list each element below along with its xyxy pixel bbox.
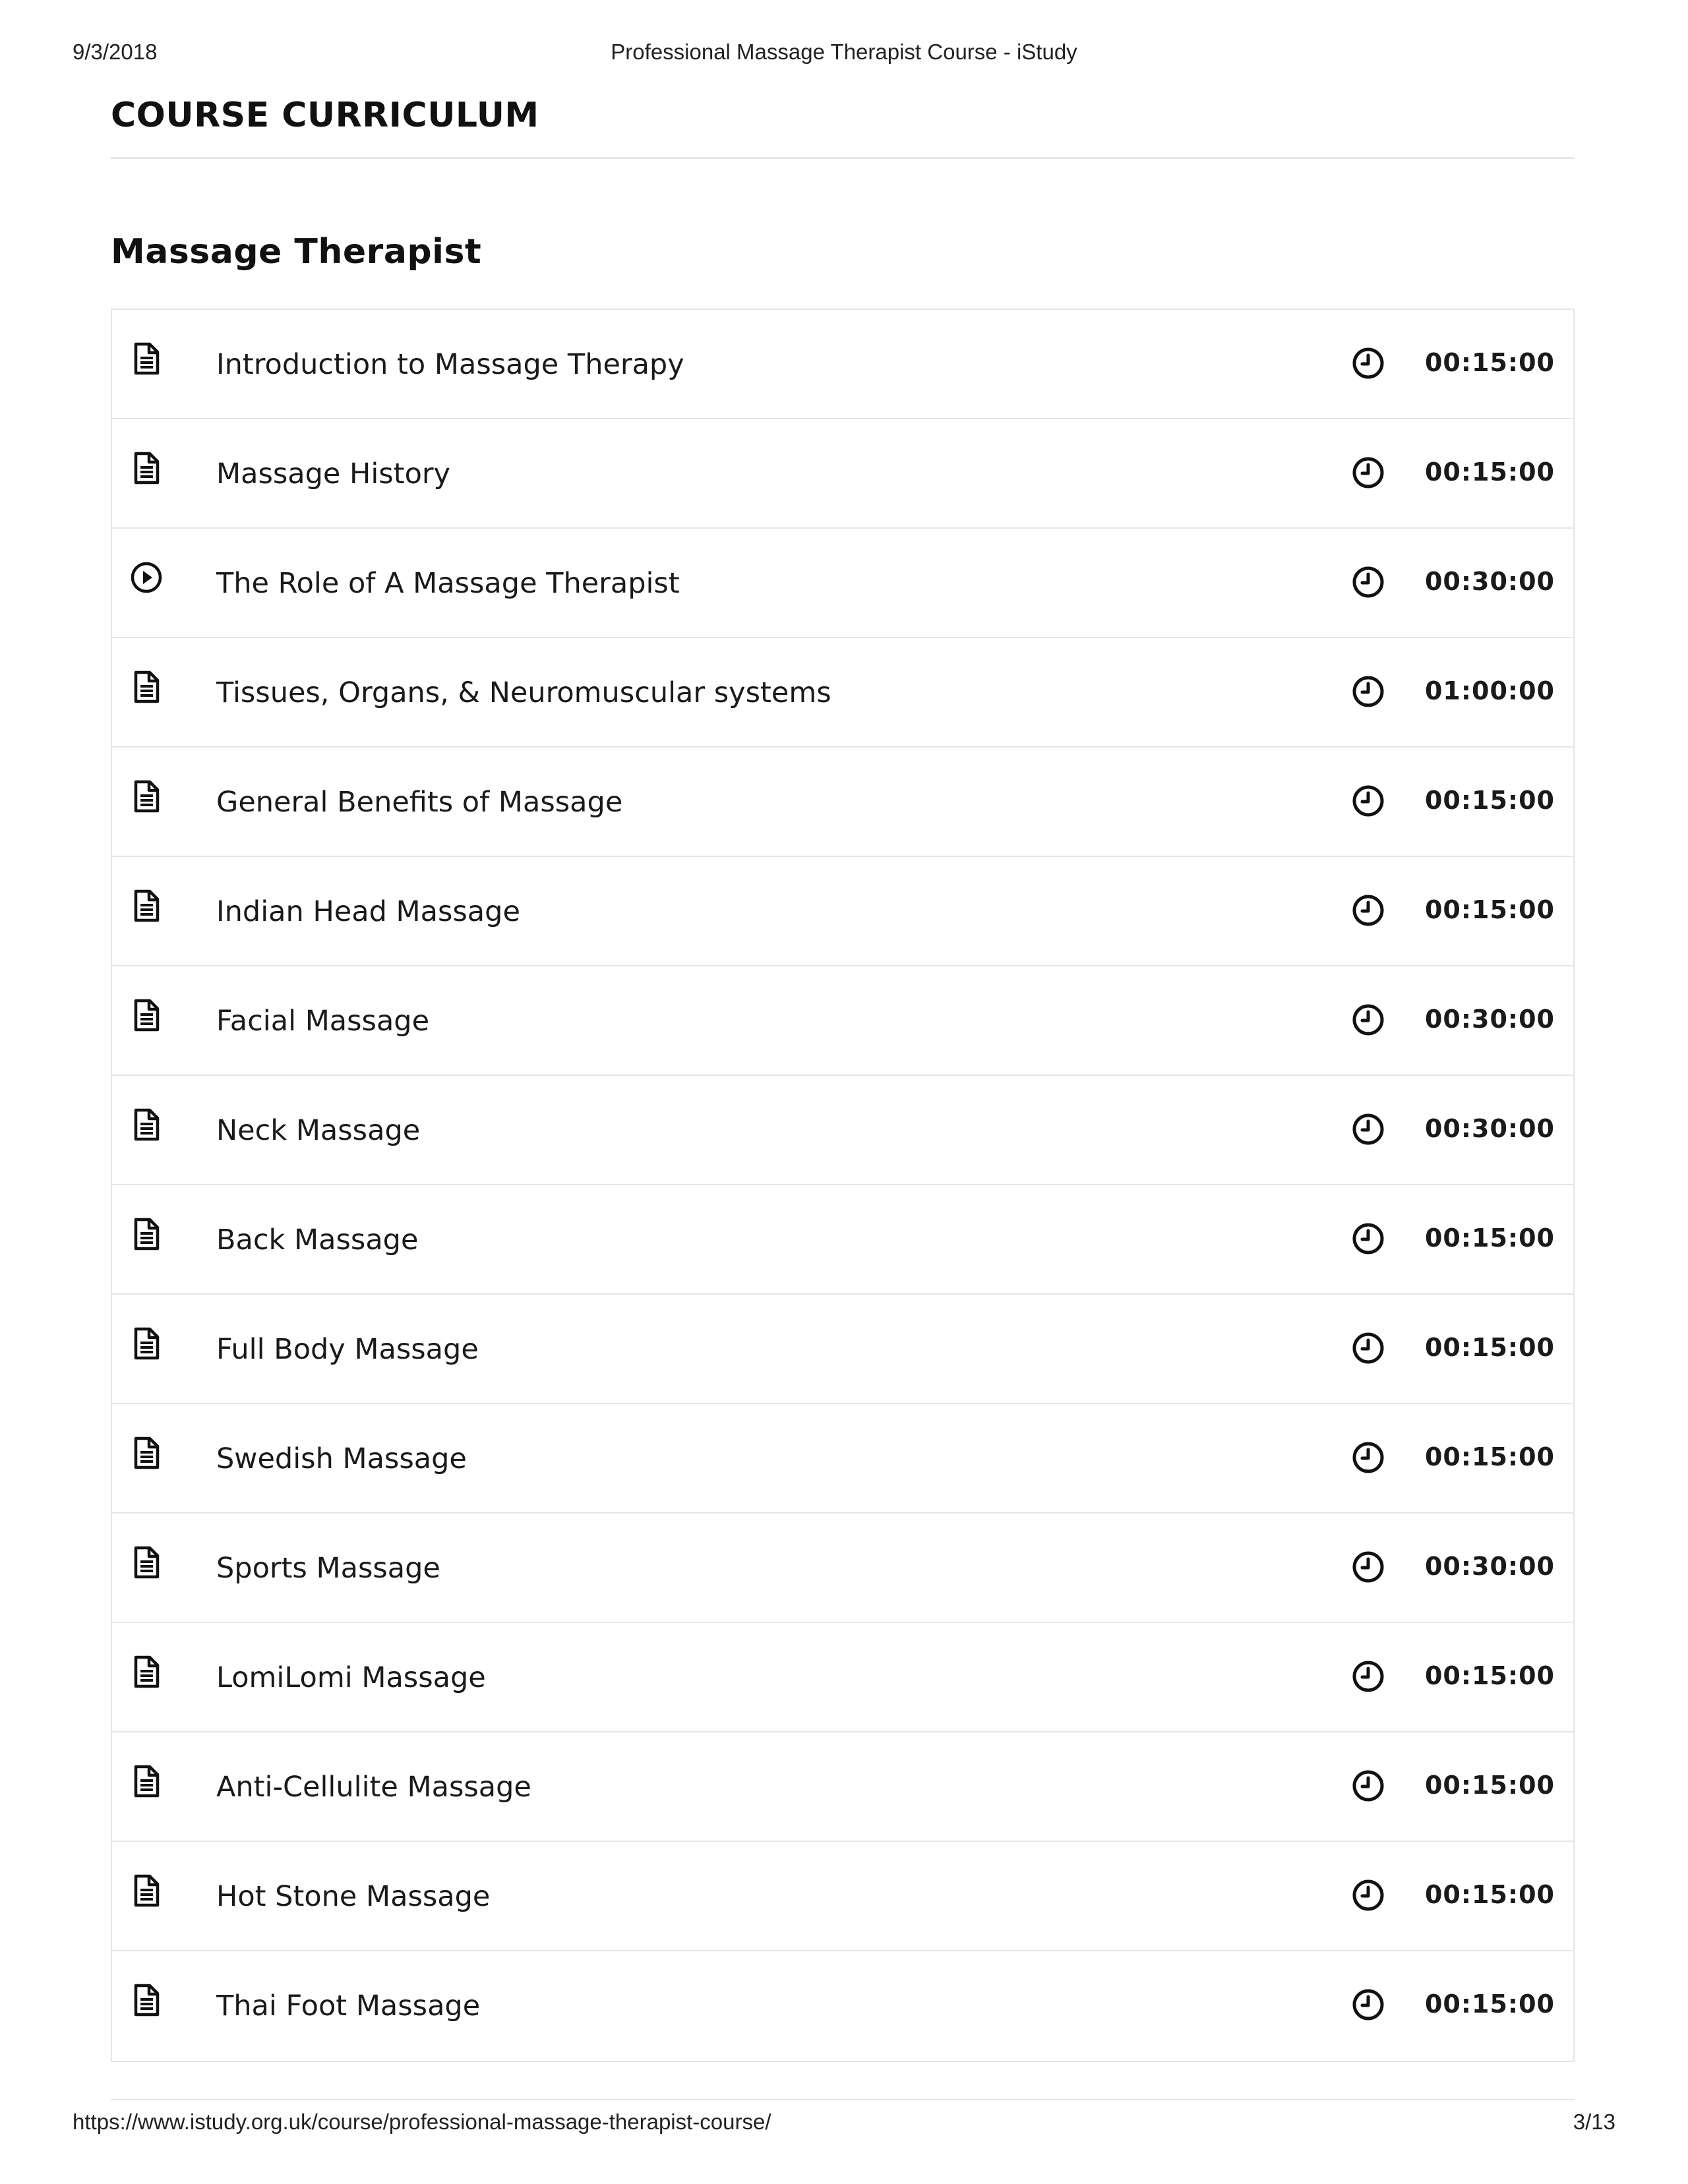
- lesson-row[interactable]: [112, 638, 1573, 748]
- lesson-duration: 00:15:00: [1424, 1771, 1555, 1800]
- lesson-title[interactable]: Sports Massage: [216, 1552, 440, 1585]
- print-date: 9/3/2018: [73, 40, 158, 64]
- section-title: COURSE CURRICULUM: [111, 96, 539, 135]
- lesson-row[interactable]: [112, 1295, 1573, 1404]
- lesson-duration: 00:30:00: [1424, 1114, 1555, 1143]
- unit-title: Massage Therapist: [111, 232, 482, 272]
- lesson-title[interactable]: General Benefits of Massage: [216, 786, 623, 819]
- section-divider: [111, 157, 1575, 159]
- clock-icon: [1350, 893, 1386, 928]
- lesson-title[interactable]: Full Body Massage: [216, 1333, 479, 1366]
- lesson-row[interactable]: [112, 1185, 1573, 1295]
- lesson-row[interactable]: [112, 1076, 1573, 1185]
- lesson-duration: 00:15:00: [1424, 348, 1555, 377]
- clock-icon: [1350, 1549, 1386, 1585]
- lesson-duration: 00:15:00: [1424, 895, 1555, 924]
- lesson-title[interactable]: Massage History: [216, 457, 451, 490]
- lesson-duration: 00:15:00: [1424, 786, 1555, 815]
- clock-icon: [1350, 674, 1386, 709]
- play-circle-icon: [129, 560, 164, 595]
- document-icon: [129, 451, 164, 485]
- lesson-row[interactable]: [112, 1842, 1573, 1951]
- lesson-duration: 00:15:00: [1424, 1990, 1555, 2019]
- lesson-row[interactable]: [112, 1732, 1573, 1842]
- print-url: https://www.istudy.org.uk/course/professional-massage-therapist-course/: [73, 2110, 771, 2134]
- clock-icon: [1350, 1877, 1386, 1913]
- document-icon: [129, 779, 164, 813]
- footer-divider: [111, 2099, 1575, 2100]
- lesson-title[interactable]: LomiLomi Massage: [216, 1661, 486, 1694]
- lesson-row[interactable]: [112, 1623, 1573, 1732]
- lesson-row[interactable]: [112, 857, 1573, 966]
- document-icon: [129, 1655, 164, 1689]
- page-number: 3/13: [1573, 2110, 1615, 2134]
- document-icon: [129, 1983, 164, 2017]
- clock-icon: [1350, 564, 1386, 600]
- lesson-title[interactable]: Back Massage: [216, 1224, 419, 1256]
- lesson-row[interactable]: [112, 748, 1573, 857]
- lesson-title[interactable]: Indian Head Massage: [216, 895, 520, 928]
- curriculum-list: [111, 309, 1575, 2062]
- clock-icon: [1350, 783, 1386, 819]
- document-icon: [129, 1326, 164, 1361]
- lesson-title[interactable]: Tissues, Organs, & Neuromuscular systems: [216, 676, 831, 709]
- lesson-title[interactable]: Thai Foot Massage: [216, 1990, 481, 2022]
- print-header: [73, 40, 1615, 66]
- print-page-title: Professional Massage Therapist Course - iStudy: [611, 40, 1077, 64]
- clock-icon: [1350, 1002, 1386, 1038]
- document-icon: [129, 341, 164, 376]
- document-icon: [129, 1545, 164, 1579]
- clock-icon: [1350, 1330, 1386, 1366]
- clock-icon: [1350, 1440, 1386, 1475]
- lesson-duration: 01:00:00: [1424, 676, 1555, 705]
- document-icon: [129, 1436, 164, 1470]
- lesson-duration: 00:30:00: [1424, 1005, 1555, 1034]
- clock-icon: [1350, 455, 1386, 490]
- lesson-row[interactable]: [112, 1514, 1573, 1623]
- clock-icon: [1350, 1659, 1386, 1694]
- lesson-title[interactable]: Hot Stone Massage: [216, 1880, 491, 1913]
- lesson-duration: 00:30:00: [1424, 1552, 1555, 1581]
- lesson-duration: 00:15:00: [1424, 1661, 1555, 1690]
- clock-icon: [1350, 1987, 1386, 2022]
- lesson-title[interactable]: Neck Massage: [216, 1114, 421, 1147]
- lesson-row[interactable]: [112, 310, 1573, 419]
- lesson-title[interactable]: Swedish Massage: [216, 1442, 467, 1475]
- lesson-duration: 00:15:00: [1424, 1880, 1555, 1909]
- lesson-duration: 00:15:00: [1424, 457, 1555, 487]
- lesson-row[interactable]: [112, 966, 1573, 1076]
- lesson-duration: 00:15:00: [1424, 1224, 1555, 1253]
- clock-icon: [1350, 1221, 1386, 1256]
- document-icon: [129, 998, 164, 1032]
- lesson-title[interactable]: Facial Massage: [216, 1005, 430, 1038]
- lesson-duration: 00:15:00: [1424, 1442, 1555, 1471]
- lesson-row[interactable]: [112, 1951, 1573, 2061]
- lesson-title[interactable]: Introduction to Massage Therapy: [216, 348, 684, 381]
- document-icon: [129, 1764, 164, 1798]
- print-footer: [73, 2110, 1615, 2136]
- document-icon: [129, 670, 164, 704]
- lesson-title[interactable]: Anti-Cellulite Massage: [216, 1771, 531, 1804]
- lesson-row[interactable]: [112, 529, 1573, 638]
- document-icon: [129, 1874, 164, 1908]
- lesson-duration: 00:15:00: [1424, 1333, 1555, 1362]
- lesson-duration: 00:30:00: [1424, 567, 1555, 596]
- lesson-row[interactable]: [112, 1404, 1573, 1514]
- document-icon: [129, 1107, 164, 1142]
- lesson-row[interactable]: [112, 419, 1573, 529]
- document-icon: [129, 889, 164, 923]
- clock-icon: [1350, 345, 1386, 381]
- clock-icon: [1350, 1768, 1386, 1804]
- lesson-title[interactable]: The Role of A Massage Therapist: [216, 567, 680, 600]
- document-icon: [129, 1217, 164, 1251]
- clock-icon: [1350, 1111, 1386, 1147]
